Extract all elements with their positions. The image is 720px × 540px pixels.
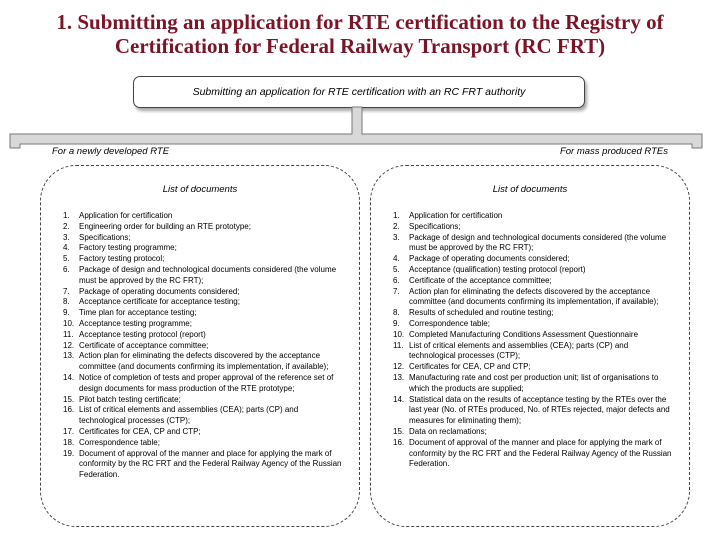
document-list-item [63, 405, 345, 427]
item-text: Acceptance (qualification) testing protocol (report) [409, 264, 586, 274]
item-number: 12. [393, 362, 405, 372]
document-list-item [393, 222, 675, 233]
document-list-item [393, 265, 675, 276]
document-list-item [63, 319, 345, 330]
item-text: Results of scheduled and routine testing; [409, 308, 554, 318]
document-list-item [63, 395, 345, 406]
item-text: Package of operating documents considered; [79, 286, 240, 296]
item-number: 9. [393, 318, 400, 328]
new-rte-documents-panel [40, 165, 360, 527]
item-number: 16. [393, 437, 405, 447]
document-list-item [393, 233, 675, 255]
item-number: 8. [393, 308, 400, 318]
document-list-item [63, 427, 345, 438]
mass-rte-documents-panel [370, 165, 690, 527]
item-text: Engineering order for building an RTE prototype; [79, 221, 251, 231]
item-number: 8. [63, 297, 70, 307]
document-list-item [393, 438, 675, 470]
document-list-item [63, 287, 345, 298]
item-text: Correspondence table; [79, 437, 160, 447]
connector-arrow-shape [10, 107, 702, 148]
document-list-item [63, 449, 345, 481]
document-list-item [393, 254, 675, 265]
document-list-item [63, 254, 345, 265]
item-text: Pilot batch testing certificate; [79, 394, 181, 404]
item-text: Factory testing programme; [79, 243, 177, 253]
document-list-item [63, 265, 345, 287]
item-text: Statistical data on the results of acceptance testing by the RTEs over the last year (No. of RTEs produced, No. of RTEs rejected, major defects and measures for eliminating them); [409, 394, 670, 426]
item-number: 11. [393, 340, 404, 350]
item-text: Acceptance testing protocol (report) [79, 329, 206, 339]
item-number: 3. [63, 232, 70, 242]
mass-produced-label: For mass produced RTEs [559, 146, 668, 157]
item-number: 13. [63, 351, 75, 361]
item-text: Document of approval of the manner and place for applying the mark of conformity by the RC FRT and the Federal Railway Agency of the Russian Federation. [409, 437, 672, 469]
document-list-item [63, 297, 345, 308]
item-text: Document of approval of the manner and place for applying the mark of conformity by the RC FRT and the Federal Railway Agency of the Russian Federation. [79, 448, 342, 480]
item-text: List of critical elements and assemblies (CEA); parts (CP) and technological processes (CTP); [409, 340, 629, 361]
item-text: Certificates for CEA, CP and CTP; [79, 426, 201, 436]
item-text: Time plan for acceptance testing; [79, 308, 197, 318]
item-number: 19. [63, 448, 75, 458]
mass-rte-list-heading: List of documents [492, 184, 568, 195]
item-text: Package of operating documents considered; [409, 254, 570, 264]
item-number: 4. [393, 254, 400, 264]
page-title: 1. Submitting an application for RTE certification to the Registry of Certification for Federal Railway Transport (RC FRT) [56, 10, 664, 58]
document-list-item [393, 330, 675, 341]
item-number: 13. [393, 372, 405, 382]
item-number: 14. [63, 372, 75, 382]
item-text: Action plan for eliminating the defects discovered by the acceptance committee (and documents confirming its implementation, if available); [409, 286, 659, 307]
item-number: 12. [63, 340, 75, 350]
document-list-item [393, 395, 675, 427]
item-number: 7. [393, 286, 400, 296]
document-list-item [63, 373, 345, 395]
item-number: 15. [393, 426, 405, 436]
item-number: 16. [63, 405, 75, 415]
document-list-item [63, 222, 345, 233]
item-text: Action plan for eliminating the defects discovered by the acceptance committee (and documents confirming its implementation, if available); [79, 351, 329, 372]
document-list-item [393, 308, 675, 319]
document-list-item [63, 351, 345, 373]
document-list-item [393, 362, 675, 373]
item-number: 6. [393, 275, 400, 285]
item-number: 2. [63, 221, 70, 231]
item-text: Certificate of the acceptance committee; [409, 275, 552, 285]
item-text: Application for certification [79, 211, 173, 220]
item-text: Specifications; [79, 232, 131, 242]
item-text: Factory testing protocol; [79, 254, 165, 264]
item-text: List of critical elements and assemblies (CEA); parts (CP) and technological processes (CTP); [79, 405, 299, 426]
item-text: Data on reclamations; [409, 426, 487, 436]
new-rte-document-list [63, 211, 345, 481]
item-text: Notice of completion of tests and proper approval of the reference set of design documents for mass production of the RTE prototype; [79, 372, 334, 393]
document-list-item [393, 373, 675, 395]
item-number: 9. [63, 308, 70, 318]
document-list-item [63, 341, 345, 352]
document-list-item [63, 233, 345, 244]
item-number: 18. [63, 437, 75, 447]
item-number: 10. [63, 318, 75, 328]
new-rte-label: For a newly developed RTE [52, 146, 170, 157]
item-number: 15. [63, 394, 75, 404]
new-rte-list-heading: List of documents [162, 184, 238, 195]
item-number: 5. [393, 264, 400, 274]
item-number: 5. [63, 254, 70, 264]
item-text: Completed Manufacturing Conditions Assessment Questionnaire [409, 329, 639, 339]
item-text: Acceptance testing programme; [79, 318, 192, 328]
document-list-item [393, 211, 675, 222]
item-text: Certificates for CEA, CP and CTP; [409, 362, 531, 372]
item-text: Correspondence table; [409, 318, 490, 328]
document-list-item [63, 438, 345, 449]
item-text: Application for certification [409, 211, 503, 220]
item-number: 4. [63, 243, 70, 253]
item-number: 1. [63, 211, 70, 220]
mass-rte-document-list [393, 211, 675, 470]
document-list-item [63, 211, 345, 222]
document-list-item [63, 330, 345, 341]
document-list-item [393, 276, 675, 287]
item-number: 2. [393, 221, 400, 231]
item-number: 7. [63, 286, 70, 296]
item-text: Certificate of acceptance committee; [79, 340, 209, 350]
document-list-item [63, 243, 345, 254]
item-number: 11. [63, 329, 74, 339]
item-text: Specifications; [409, 221, 461, 231]
document-list-item [393, 341, 675, 363]
item-number: 6. [63, 264, 70, 274]
item-number: 17. [63, 426, 75, 436]
item-text: Manufacturing rate and cost per production unit; list of organisations to which the products are supplied; [409, 372, 659, 393]
item-number: 3. [393, 232, 400, 242]
document-list-item [63, 308, 345, 319]
item-text: Acceptance certificate for acceptance testing; [79, 297, 240, 307]
item-number: 10. [393, 329, 405, 339]
item-text: Package of design and technological documents considered (the volume must be approved by the RC FRT); [79, 264, 337, 285]
document-list-item [393, 287, 675, 309]
application-box: Submitting an application for RTE certification with an RC FRT authority [133, 76, 585, 108]
document-list-item [393, 319, 675, 330]
item-text: Package of design and technological documents considered (the volume must be approved by the RC FRT); [409, 232, 667, 253]
item-number: 14. [393, 394, 405, 404]
document-list-item [393, 427, 675, 438]
item-number: 1. [393, 211, 400, 220]
